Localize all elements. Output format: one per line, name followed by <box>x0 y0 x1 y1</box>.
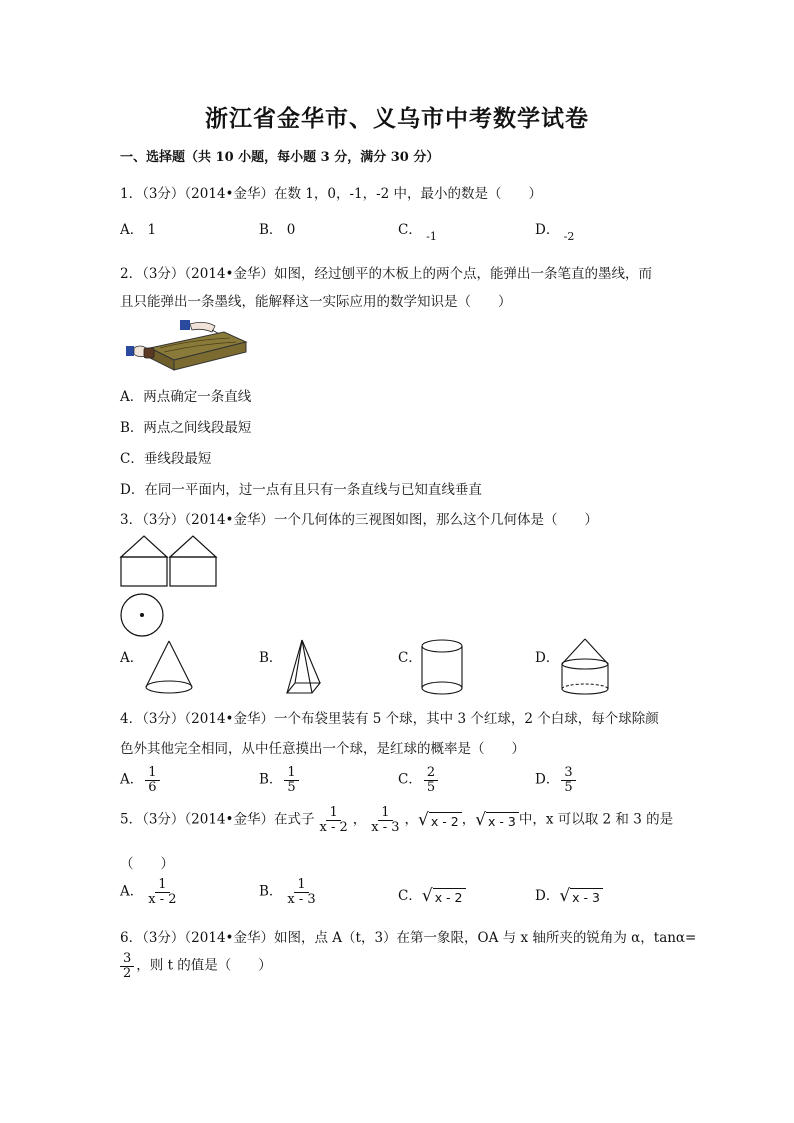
cone-on-cylinder-figure <box>560 638 610 696</box>
page-title: 浙江省金华市、义乌市中考数学试卷 <box>205 105 589 132</box>
q4-option-d: D． $\frac{3}{5}$ <box>535 766 578 794</box>
q3-option-c-label: C． <box>398 650 422 666</box>
three-view-front <box>120 535 168 587</box>
question-3: 3．（3分）（2014•金华）一个几何体的三视图如图，那么这个几何体是（ ） <box>120 512 598 528</box>
cylinder-figure <box>420 638 464 696</box>
q1-option-b: B． 0 <box>259 222 296 238</box>
question-4-line-2: 色外其他完全相同，从中任意摸出一个球，是红球的概率是（ ） <box>120 741 525 757</box>
question-4-line-1: 4．（3分）（2014•金华）一个布袋里装有 5 个球，其中 3 个红球，2 个白球，每个球除颜 <box>120 711 659 727</box>
question-2-line-2: 且只能弹出一条墨线，能解释这一实际应用的数学知识是（ ） <box>120 294 512 310</box>
q5-option-d: D． √ x - 3 <box>535 884 603 905</box>
q1-option-c: C． $_{-1}$ <box>398 222 437 243</box>
q5-option-a: A． $\frac{1}{x - 2}$ <box>120 877 177 907</box>
q4-option-a: A． $\frac{1}{6}$ <box>120 766 162 794</box>
cone-figure <box>144 640 194 696</box>
question-5-line-1: 5．（3分）（2014•金华）在式子 $\frac{1}{x - 2}$ ， $\frac{1}{x - 3}$ ， √ x - 2 ， √ x - 3 中，x 可以取 2 和 3 的是 <box>120 805 674 835</box>
q4-option-b: B． $\frac{1}{5}$ <box>259 766 301 794</box>
q2-option-d: D．在同一平面内，过一点有且只有一条直线与已知直线垂直 <box>120 482 482 498</box>
q1-option-d: D． $_{-2}$ <box>535 222 575 243</box>
three-view-top <box>120 593 166 637</box>
q3-option-b-label: B． <box>259 650 283 666</box>
q3-option-a-label: A． <box>120 650 144 666</box>
question-1: 1．（3分）（2014•金华）在数 1，0，-1，-2 中，最小的数是（ ） <box>120 186 543 202</box>
q1-option-a: A． 1 <box>120 222 157 238</box>
q2-option-b: B．两点之间线段最短 <box>120 420 252 436</box>
q4-option-c: C． $\frac{2}{5}$ <box>398 766 440 794</box>
q2-option-a: A．两点确定一条直线 <box>120 389 252 405</box>
question-6-line-1: 6．（3分）（2014•金华）如图，点 A（t，3）在第一象限，OA 与 x 轴所夹的锐角为 α，tanα= <box>120 930 697 946</box>
q5-option-b: B． $\frac{1}{x - 3}$ <box>259 877 316 907</box>
three-view-side <box>169 535 217 587</box>
pyramid-figure <box>282 639 322 697</box>
woodworking-illustration <box>120 318 250 374</box>
q3-option-d-label: D． <box>535 650 560 666</box>
question-2-line-1: 2．（3分）（2014•金华）如图，经过刨平的木板上的两个点，能弹出一条笔直的墨线，而 <box>120 266 652 282</box>
q5-option-c: C． √ x - 2 <box>398 884 466 905</box>
question-6-line-2: $\frac{3}{2}$ ，则 t 的值是（ ） <box>118 952 272 980</box>
q2-option-c: C．垂线段最短 <box>120 451 212 467</box>
question-5-paren: （ ） <box>120 856 174 872</box>
section-heading: 一、选择题（共 10 小题，每小题 3 分，满分 30 分） <box>120 150 440 165</box>
